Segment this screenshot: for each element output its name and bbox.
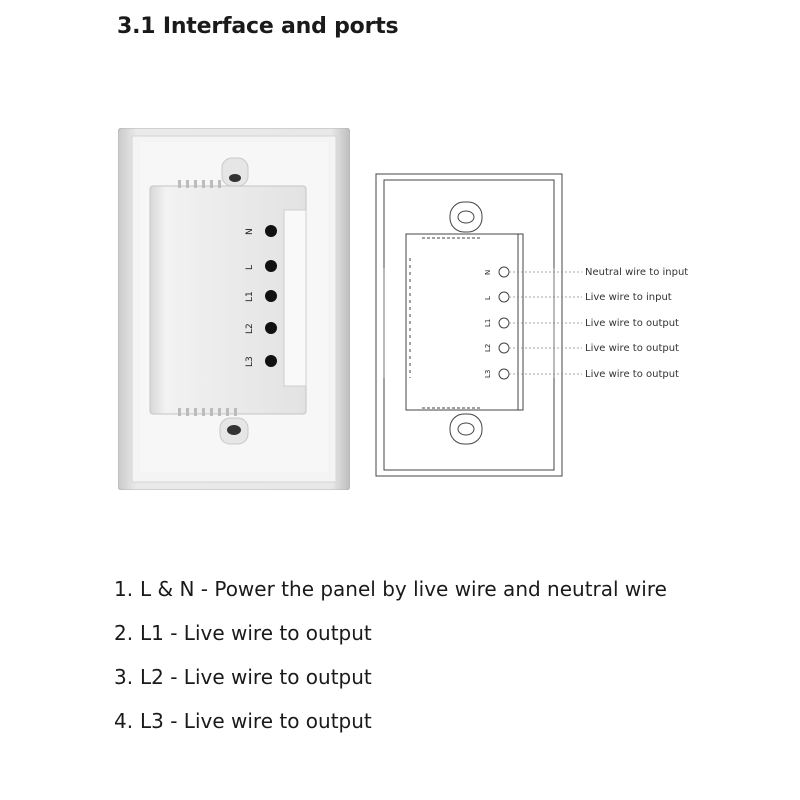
diagram-terminal-label: L2 xyxy=(484,343,492,352)
list-number: 4. xyxy=(114,709,134,733)
list-item xyxy=(114,578,667,622)
diagram-terminal-label: L3 xyxy=(484,369,492,378)
callout-label: Live wire to output xyxy=(585,343,679,354)
callout-label: Neutral wire to input xyxy=(585,267,689,278)
diagram-terminal-label: N xyxy=(484,269,492,275)
list-item xyxy=(114,666,667,710)
ports-list xyxy=(114,578,667,754)
list-number: 3. xyxy=(114,665,134,689)
list-text: L2 - Live wire to output xyxy=(140,665,372,689)
switch-back-photo xyxy=(118,128,350,490)
list-item xyxy=(114,710,667,754)
list-item xyxy=(114,622,667,666)
photo-terminal-label: L2 xyxy=(245,323,255,334)
photo-terminal-label: L3 xyxy=(245,356,255,367)
wiring-diagram xyxy=(370,168,700,480)
photo-terminal-label: L1 xyxy=(245,291,255,302)
section-title: 3.1 Interface and ports xyxy=(117,14,399,39)
list-text: L & N - Power the panel by live wire and neutral wire xyxy=(140,577,667,601)
diagram-terminal-label: L1 xyxy=(484,318,492,327)
callout-label: Live wire to output xyxy=(585,369,679,380)
photo-terminal-label: N xyxy=(245,228,255,235)
callout-label: Live wire to output xyxy=(585,318,679,329)
list-text: L1 - Live wire to output xyxy=(140,621,372,645)
list-number: 2. xyxy=(114,621,134,645)
photo-terminal-label: L xyxy=(245,264,255,270)
list-number: 1. xyxy=(114,577,134,601)
callout-label: Live wire to input xyxy=(585,292,672,303)
list-text: L3 - Live wire to output xyxy=(140,709,372,733)
diagram-terminal-label: L xyxy=(484,296,492,300)
